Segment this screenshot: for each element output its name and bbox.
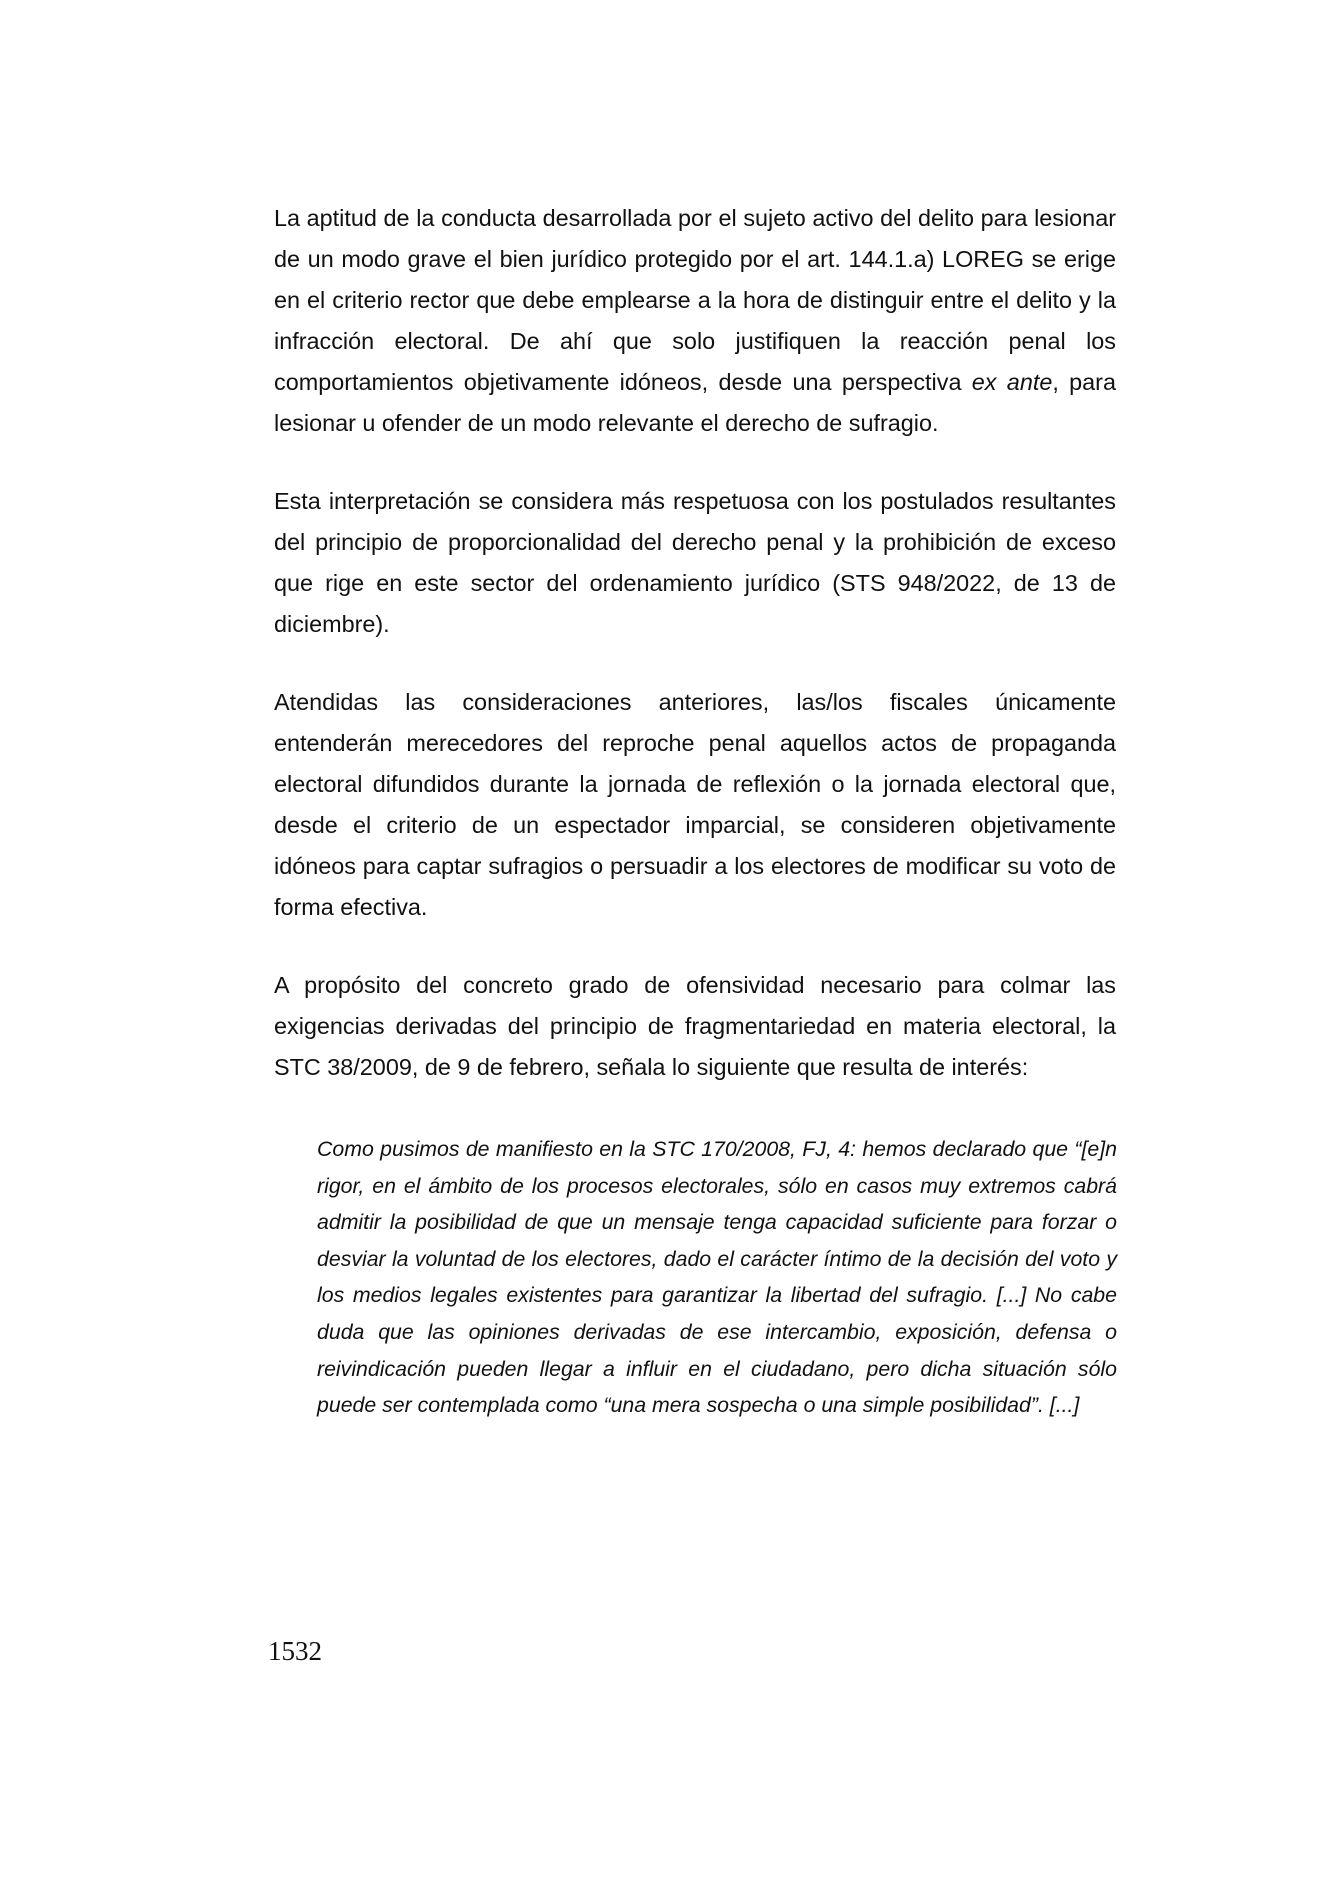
paragraph-1 bbox=[274, 198, 1116, 444]
paragraph-1-text-start: La aptitud de la conducta desarrollada por el sujeto activo del delito para lesionar de un modo grave el bien jurídico protegido por el art. 144.1.a) LOREG se erige en el criterio rector que debe emplearse a la hora de distinguir entre el delito y la infracción electoral. De ahí que solo justifiquen la reacción penal los comportamientos objetivamente idóneos, desde una perspectiva bbox=[274, 205, 1116, 395]
paragraph-2: Esta interpretación se considera más respetuosa con los postulados resultantes del principio de proporcionalidad del derecho penal y la prohibición de exceso que rige en este sector del ordenamiento jurídico (STS 948/2022, de 13 de diciembre). bbox=[274, 488, 1116, 637]
paragraph-1-italic-term: ex ante bbox=[971, 369, 1053, 395]
paragraph-3: Atendidas las consideraciones anteriores, las/los fiscales únicamente entenderán merecedores del reproche penal aquellos actos de propaganda electoral difundidos durante la jornada de reflexión o la jornada electoral que, desde el criterio de un espectador imparcial, se consideren objetivamente idóneos para captar sufragios o persuadir a los electores de modificar su voto de forma efectiva. bbox=[274, 689, 1116, 920]
paragraph-4: A propósito del concreto grado de ofensividad necesario para colmar las exigencias derivadas del principio de fragmentariedad en materia electoral, la STC 38/2009, de 9 de febrero, señala lo siguiente que resulta de interés: bbox=[274, 972, 1116, 1080]
page-number: 1532 bbox=[268, 1636, 322, 1666]
block-quote: Como pusimos de manifiesto en la STC 170/2008, FJ, 4: hemos declarado que “[e]n rigor, en el ámbito de los procesos electorales, sólo en casos muy extremos cabrá admitir la posibilidad de que un mensaje tenga capacidad suficiente para forzar o desviar la voluntad de los electores, dado el carácter íntimo de la decisión del voto y los medios legales existentes para garantizar la libertad del sufragio. [...] No cabe duda que las opiniones derivadas de ese intercambio, exposición, defensa o reivindicación pueden llegar a influir en el ciudadano, pero dicha situación sólo puede ser contemplada como “una mera sospecha o una simple posibilidad”. [...] bbox=[317, 1137, 1117, 1418]
paragraph-1-text-end: , para lesionar u ofender de un modo relevante el derecho de sufragio. bbox=[274, 369, 1116, 436]
